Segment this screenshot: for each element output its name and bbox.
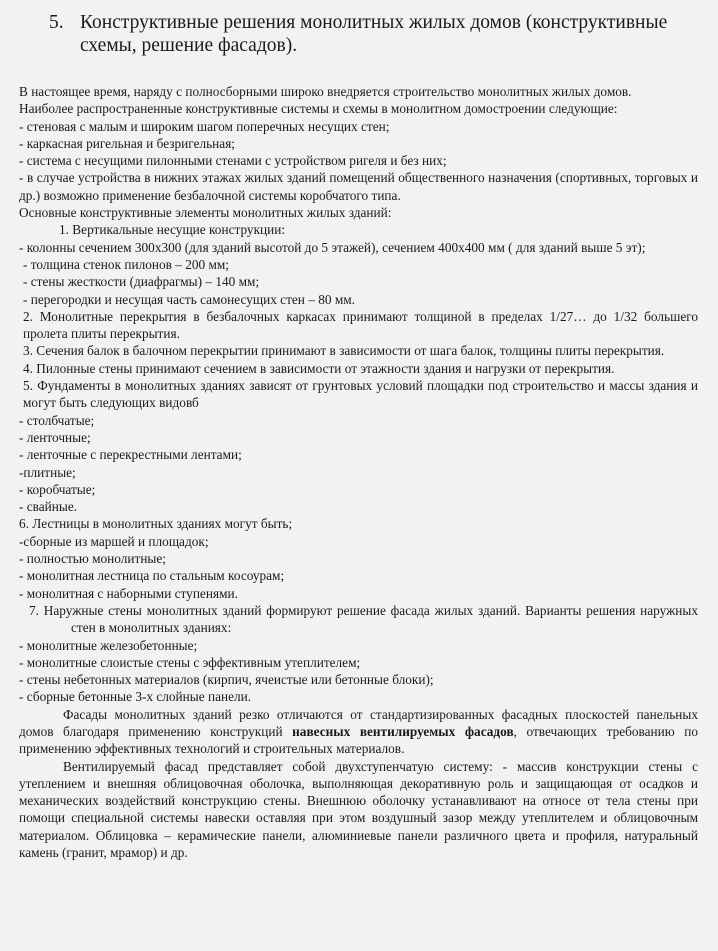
list-item: - столбчатые; <box>19 412 95 428</box>
numbered-item: 4. Пилонные стены принимают сечением в зависимости от этажности здания и нагрузки от перекрытия. <box>23 360 615 376</box>
section-number: 5. <box>49 12 64 33</box>
list-item: -сборные из маршей и площадок; <box>19 533 209 549</box>
list-item: - ленточные; <box>19 429 91 445</box>
numbered-item: 3. Сечения балок в балочном перекрытии принимают в зависимости от шага балок, толщины плиты перекрытия. <box>23 343 665 359</box>
facade-text-end: , отвечающих требованию по применению эффективных технологий и строительных материалов. <box>19 723 698 757</box>
list-item: - монолитная с наборными ступенями. <box>19 585 238 601</box>
numbered-item: 6. Лестницы в монолитных зданиях могут быть; <box>19 516 293 532</box>
section-heading <box>19 0 698 57</box>
numbered-item: 2. Монолитные перекрытия в безбалочных каркасах принимают толщиной в пределах 1/27… до 1/32 большего пролета плиты перекрытия. <box>23 308 698 342</box>
paragraph: Основные конструктивные элементы монолитных жилых зданий: <box>19 205 392 221</box>
list-item: - стены небетонных материалов (кирпич, ячеистые или бетонные блоки); <box>19 672 434 688</box>
list-item: - монолитные слоистые стены с эффективным утеплителем; <box>19 654 361 670</box>
list-item: - стеновая с малым и широким шагом поперечных несущих стен; <box>19 118 390 134</box>
paragraph: В настоящее время, наряду с полносборными широко внедряется строительство монолитных жилых домов. <box>19 84 632 99</box>
list-item: - ленточные с перекрестными лентами; <box>19 447 242 463</box>
facade-paragraph <box>19 706 698 758</box>
facade-text-start: Фасады монолитных зданий резко отличаются от стандартизированных фасадных плоскостей панельных домов благодаря применению конструкций <box>19 706 698 739</box>
numbered-item: 7. Наружные стены монолитных зданий формируют решение фасада жилых зданий. Варианты решения наружных стен в монолитных зданиях: <box>29 602 698 636</box>
list-item: -плитные; <box>19 464 76 480</box>
list-item: - свайные. <box>19 499 78 515</box>
heading-line-2: схемы, решение фасадов). <box>80 35 298 56</box>
list-item: - монолитные железобетонные; <box>19 637 198 653</box>
paragraph: Наиболее распространенные конструктивные системы и схемы в монолитном домостроении следующие: <box>19 101 618 117</box>
list-item: - система с несущими пилонными стенами с устройством ригеля и без них; <box>19 153 447 169</box>
heading-line-1: Конструктивные решения монолитных жилых домов (конструктивные <box>80 12 668 33</box>
list-item: - коробчатые; <box>19 481 96 497</box>
list-item: - монолитная лестница по стальным косоурам; <box>19 568 285 584</box>
list-item: - полностью монолитные; <box>19 551 166 567</box>
list-item: - колонны сечением 300х300 (для зданий высотой до 5 этажей), сечением 400х400 мм ( для зданий выше 5 эт); <box>19 239 646 255</box>
document-body <box>19 83 698 861</box>
list-item: - каркасная ригельная и безригельная; <box>19 135 236 151</box>
list-item: - в случае устройства в нижних этажах жилых зданий помещений общественного назначения (спортивных, торговых и др.) возможно применение безбалочной системы коробчатого типа. <box>19 170 698 203</box>
list-item: - толщина стенок пилонов – 200 мм; <box>23 256 230 272</box>
list-item: - сборные бетонные 3-х слойные панели. <box>19 689 252 705</box>
ventilated-facade-paragraph: Вентилируемый фасад представляет собой двухступенчатую систему: - массив конструкции стены с утеплением и внешняя облицовочная оболочка, выполняющая декоративную роль и защищающая от осадков и механических воздействий конструкцию стены. Внешнюю оболочку устанавливают на относе от тела стены при помощи специальной системы навески оставляя при этом воздушный зазор между утеплителем и облицовочным материалом. Облицовка – керамические панели, алюминиевые панели различного цвета и профиля, натуральный камень (гранит, мрамор) и др. <box>19 758 698 861</box>
numbered-item: 1. Вертикальные несущие конструкции: <box>59 222 286 238</box>
list-item: - перегородки и несущая часть самонесущих стен – 80 мм. <box>23 291 355 307</box>
facade-bold-term: навесных вентилируемых фасадов <box>292 723 514 739</box>
numbered-item: 5. Фундаменты в монолитных зданиях зависят от грунтовых условий площадки под строительство и массы здания и могут быть следующих видовб <box>23 378 698 411</box>
list-item: - стены жесткости (диафрагмы) – 140 мм; <box>23 274 260 290</box>
